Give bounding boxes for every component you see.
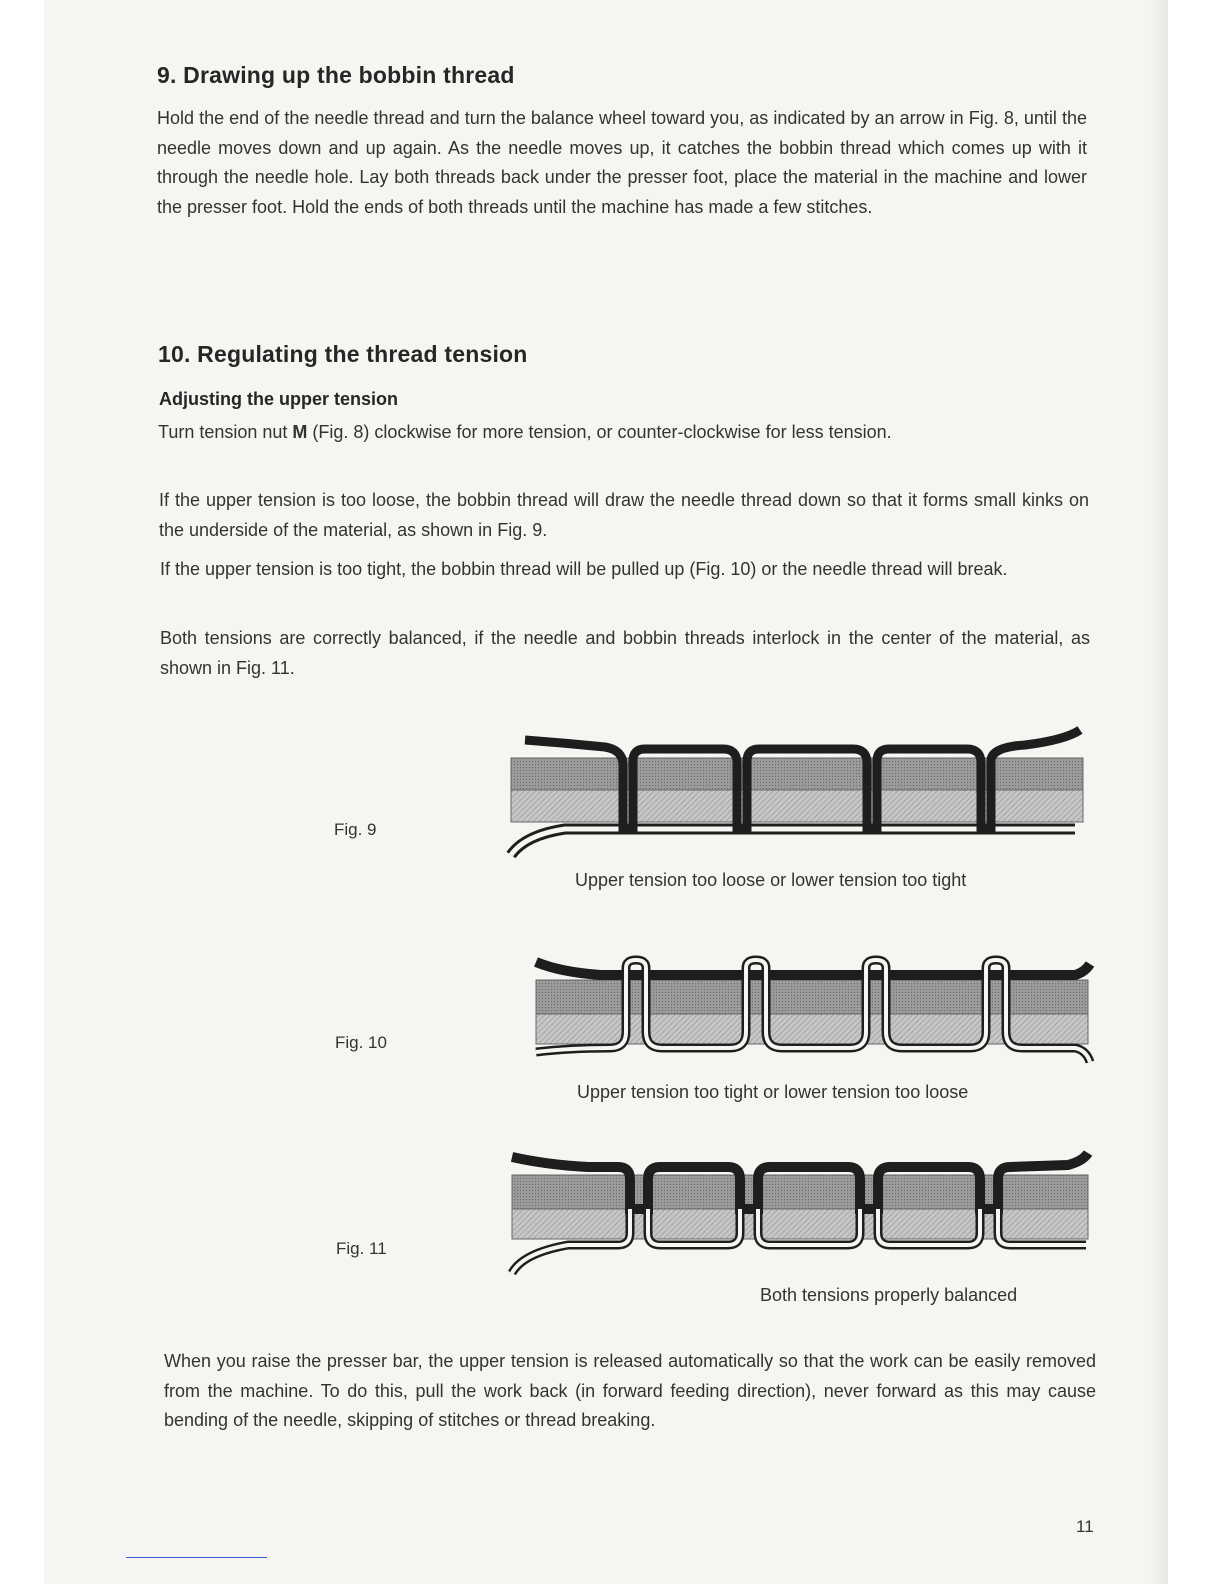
page-edge-shadow xyxy=(1150,0,1168,1584)
fig-11-illustration xyxy=(508,1145,1090,1280)
fig-11-caption: Both tensions properly balanced xyxy=(760,1285,1018,1305)
balanced-tension-paragraph: Both tensions are correctly balanced, if the needle and bobbin threads interlock in the center of the material, as shown in Fig. 11. xyxy=(160,628,1090,678)
tension-nut-text-2: (Fig. 8) clockwise for more tension, or counter-clockwise for less tension. xyxy=(307,422,892,442)
tension-nut-letter: M xyxy=(292,422,308,442)
fig-10-caption: Upper tension too tight or lower tension too loose xyxy=(577,1082,969,1102)
upper-tension-subheading: Adjusting the upper tension xyxy=(159,389,398,409)
section-9-paragraph: Hold the end of the needle thread and turn the balance wheel toward you, as indicated by an arrow in Fig. 8, until the needle moves down and up again. As the needle moves up, it catches the bobbin thread which comes up with it through the needle hole. Lay both threads back under the presser foot, place the material in the machine and lower the presser foot. Hold the ends of both threads until the machine has made a few stitches. xyxy=(157,108,1087,217)
fig-9-illustration xyxy=(505,725,1090,865)
loose-tension-paragraph: If the upper tension is too loose, the bobbin thread will draw the needle thread down so that it forms small kinks on the underside of the material, as shown in Fig. 9. xyxy=(159,490,1089,540)
section-10-heading: 10. Regulating the thread tension xyxy=(158,341,528,367)
section-9-heading: 9. Drawing up the bobbin thread xyxy=(157,62,515,88)
presser-bar-paragraph: When you raise the presser bar, the upper tension is released automatically so that the work can be easily removed from the machine. To do this, pull the work back (in forward feeding direction), never forward as this may cause bending of the needle, skipping of stitches or thread breaking. xyxy=(164,1351,1096,1430)
fig-9-bottom-fabric-layer xyxy=(511,790,1083,822)
fig-9-caption: Upper tension too loose or lower tension too tight xyxy=(575,870,967,890)
fig-9-label: Fig. 9 xyxy=(334,820,377,839)
fig-10-illustration xyxy=(530,950,1092,1070)
fig-10-label: Fig. 10 xyxy=(335,1033,387,1052)
tight-tension-paragraph: If the upper tension is too tight, the bobbin thread will be pulled up (Fig. 10) or the needle thread will break. xyxy=(160,559,1008,579)
fig-11-label: Fig. 11 xyxy=(336,1239,387,1258)
tension-nut-paragraph xyxy=(158,418,1088,448)
tension-nut-text-1: Turn tension nut xyxy=(158,422,293,442)
fig-9-top-fabric-layer xyxy=(511,758,1083,790)
page-number: 11 xyxy=(1076,1517,1094,1536)
link-underline xyxy=(126,1557,267,1558)
